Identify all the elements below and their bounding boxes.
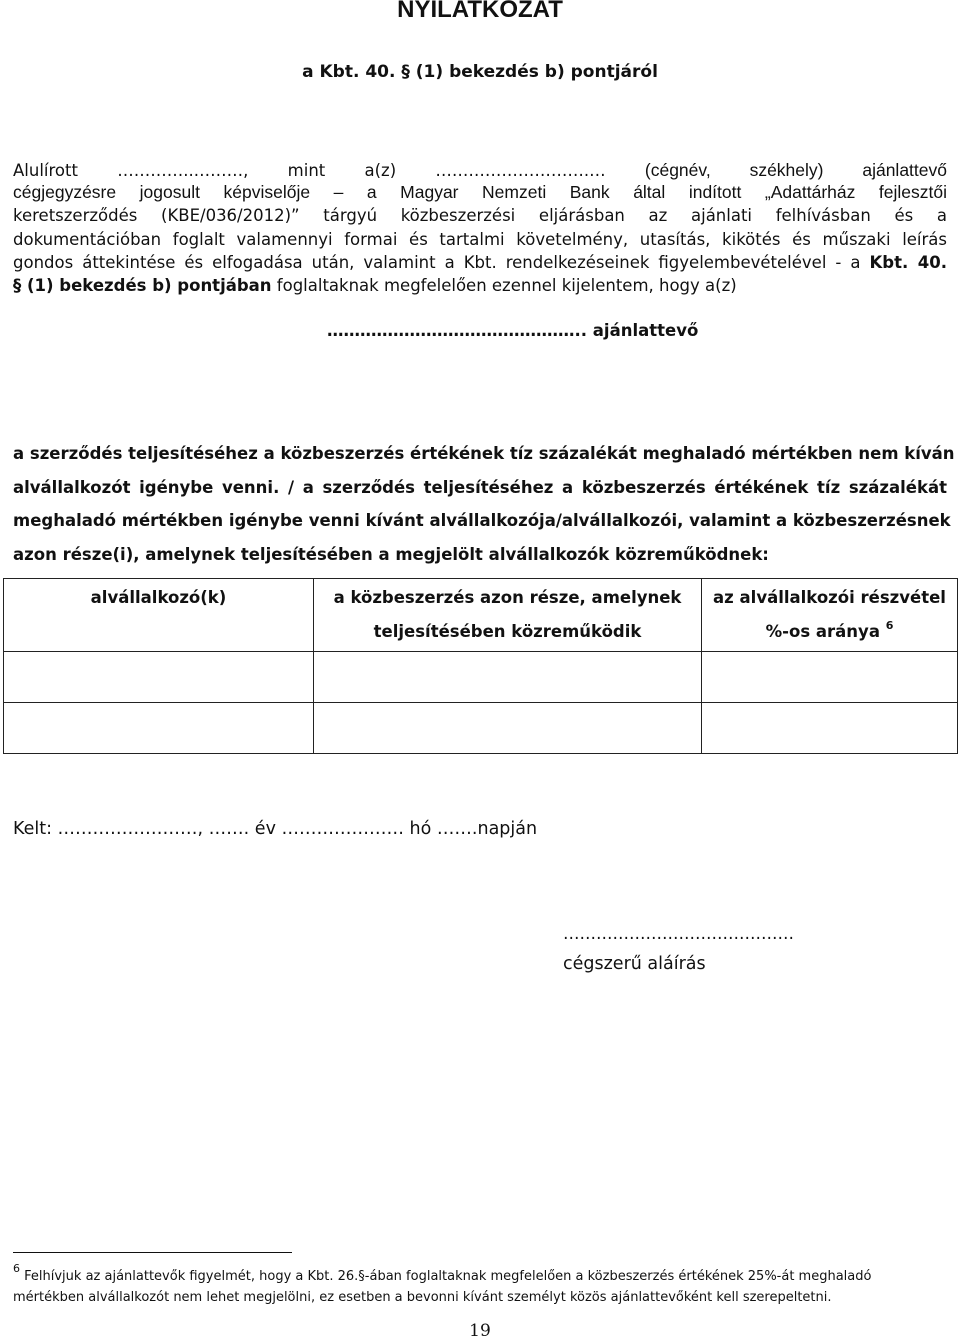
table-cell[interactable] <box>314 652 702 703</box>
col-participation-label-1: az alvállalkozói részvétel <box>713 588 946 607</box>
intro-line-1-fill: Alulírott …………..………, mint a(z) ……………………….… <box>13 161 606 180</box>
footnote-line-2: mértékben alvállalkozót nem lehet megjelölni, ez esetben a bevonni kívánt személyt közös ajánlattevőként kell szerepeltetni. <box>13 1290 832 1305</box>
footnote-text-1: Felhívjuk az ajánlattevők figyelmét, hogy a Kbt. 26.§-ában foglaltaknak megfelelően a közbeszerzés értékének 25%-át meghaladó <box>24 1269 872 1284</box>
col-subcontractors-header <box>4 579 314 652</box>
page-number: 19 <box>469 1321 491 1341</box>
bidder-line: ……………………………………….. ajánlattevő <box>327 321 699 340</box>
col-participation-label-2: %-os aránya <box>765 622 880 641</box>
table-cell[interactable] <box>314 703 702 754</box>
intro-line-5 <box>13 253 947 272</box>
intro-line-5-ref: Kbt. 40. <box>869 253 947 272</box>
intro-line-1-company: (cégnév, székhely) ajánlattevő <box>644 160 947 180</box>
table-cell[interactable] <box>702 703 958 754</box>
intro-line-3: keretszerződés (KBE/036/2012)” tárgyú közbeszerzési eljárásban az ajánlati felhívásban és a <box>13 206 947 225</box>
table-row <box>4 703 958 754</box>
table-header-row <box>4 579 958 652</box>
footnote-marker: 6 <box>13 1262 20 1275</box>
footnote-line-1 <box>13 1262 947 1284</box>
intro-line-2: cégjegyzésre jogosult képviselője – a Magyar Nemzeti Bank által indított „Adattárház fejlesztői <box>13 182 947 202</box>
intro-line-6-ref: § (1) bekezdés b) pontjában <box>13 276 272 295</box>
col-share-label-2: teljesítésében közreműködik <box>373 622 642 641</box>
intro-line-6-text: foglaltaknak megfelelően ezennel kijelentem, hogy a(z) <box>271 276 737 295</box>
table-cell[interactable] <box>4 703 314 754</box>
table-cell[interactable] <box>702 652 958 703</box>
footnote-reference: 6 <box>885 619 894 632</box>
table-row <box>4 652 958 703</box>
subcontractor-table <box>3 578 958 754</box>
col-share-label-1: a közbeszerzés azon része, amelynek <box>333 588 682 607</box>
footnote-divider <box>13 1252 292 1253</box>
statement-line-3: meghaladó mértékben igénybe venni kívánt alvállalkozója/alvállalkozói, valamint a közbeszerzésnek <box>13 511 951 530</box>
col-participation-header <box>702 579 958 652</box>
col-share-header <box>314 579 702 652</box>
date-line: Kelt: ……………………, ……. év ………………… hó …….napján <box>13 819 538 839</box>
statement-line-1: a szerződés teljesítéséhez a közbeszerzés értékének tíz százalékát meghaladó mértékben nem kíván <box>13 444 955 463</box>
statement-line-2: alvállalkozót igénybe venni. / a szerződés teljesítéséhez a közbeszerzés értékének tíz százalékát <box>13 478 947 497</box>
signature-line: …………………………………… <box>563 924 794 943</box>
signature-label: cégszerű aláírás <box>563 954 706 974</box>
intro-line-1 <box>13 160 947 181</box>
intro-line-4: dokumentációban foglalt valamennyi formai és tartalmi követelmény, utasítás, kikötés és műszaki leírás <box>13 230 947 249</box>
intro-line-6 <box>13 276 947 295</box>
statement-line-4: azon része(i), amelynek teljesítésében a megjelölt alvállalkozók közreműködnek: <box>13 545 769 564</box>
document-title: NYILATKOZAT <box>397 0 563 23</box>
document-subtitle: a Kbt. 40. § (1) bekezdés b) pontjáról <box>302 62 658 82</box>
table-cell[interactable] <box>4 652 314 703</box>
col-subcontractors-label: alvállalkozó(k) <box>90 588 227 607</box>
intro-line-5-text: gondos áttekintése és elfogadása után, valamint a Kbt. rendelkezéseinek figyelembevételével - a <box>13 253 870 272</box>
